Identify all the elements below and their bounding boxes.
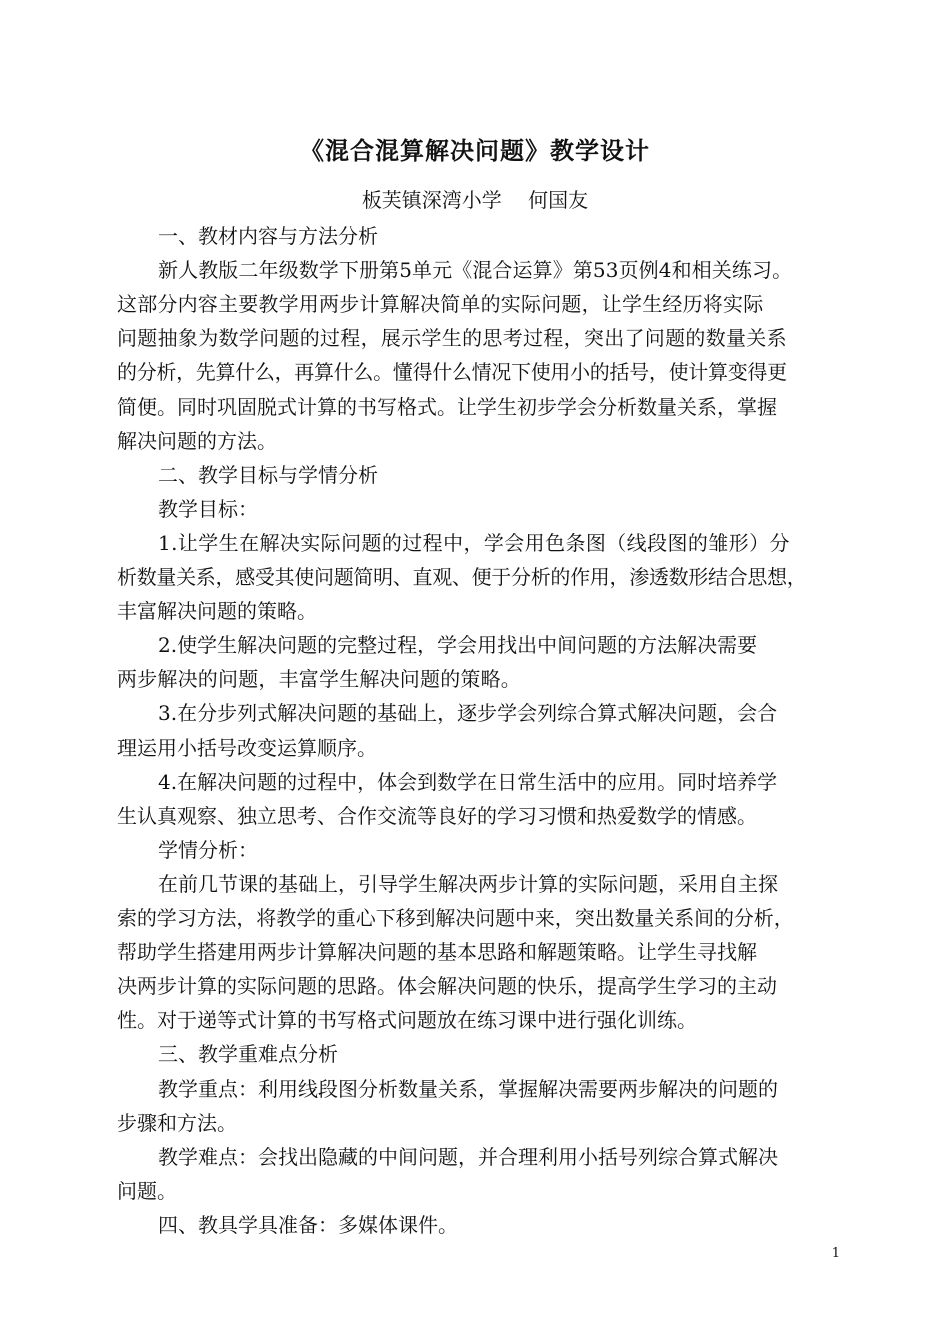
body-line: 析数量关系，感受其使问题简明、直观、便于分析的作用，渗透数形结合思想， — [117, 565, 807, 589]
body-line: 生认真观察、独立思考、合作交流等良好的学习习惯和热爱数学的情感。 — [117, 803, 757, 828]
body-line: 2.使学生解决问题的完整过程，学会用找出中间问题的方法解决需要 — [158, 633, 758, 658]
page-number: 1 — [831, 1246, 840, 1261]
body-line: 4.在解决问题的过程中，体会到数学在日常生活中的应用。同时培养学 — [158, 769, 778, 794]
body-line: 新人教版二年级数学下册第5单元《混合运算》第53页例4和相关练习。 — [158, 258, 793, 283]
body-line: 理运用小括号改变运算顺序。 — [117, 735, 377, 760]
body-line: 索的学习方法，将教学的重心下移到解决问题中来，突出数量关系间的分析， — [117, 906, 794, 930]
body-line: 四、教具学具准备：多媒体课件。 — [158, 1212, 458, 1237]
body-line: 问题。 — [117, 1178, 177, 1203]
document-title: 《混合混算解决问题》教学设计 — [300, 137, 650, 165]
body-line: 丰富解决问题的策略。 — [117, 599, 317, 624]
body-line: 1.让学生在解决实际问题的过程中，学会用色条图（线段图的雏形）分 — [158, 530, 790, 555]
body-line: 这部分内容主要教学用两步计算解决简单的实际问题，让学生经历将实际 — [117, 292, 764, 317]
body-line: 问题抽象为数学问题的过程，展示学生的思考过程，突出了问题的数量关系 — [117, 326, 787, 351]
body-line: 的分析，先算什么，再算什么。懂得什么情况下使用小的括号，使计算变得更 — [117, 360, 787, 385]
body-line: 步骤和方法。 — [117, 1110, 237, 1135]
body-line: 帮助学生搭建用两步计算解决问题的基本思路和解题策略。让学生寻找解 — [117, 940, 757, 965]
body-line: 一、教材内容与方法分析 — [158, 224, 378, 248]
author-line: 板芙镇深湾小学 何国友 — [361, 188, 589, 212]
body-line: 两步解决的问题，丰富学生解决问题的策略。 — [117, 667, 521, 692]
body-line: 性。对于递等式计算的书写格式问题放在练习课中进行强化训练。 — [117, 1008, 697, 1033]
body-line: 教学难点：会找出隐藏的中间问题，并合理利用小括号列综合算式解决 — [158, 1144, 778, 1169]
body-line: 简便。同时巩固脱式计算的书写格式。让学生初步学会分析数量关系，掌握 — [117, 394, 777, 419]
body-line: 3.在分步列式解决问题的基础上，逐步学会列综合算式解决问题，会合 — [158, 701, 778, 726]
body-line: 决两步计算的实际问题的思路。体会解决问题的快乐，提高学生学习的主动 — [117, 974, 777, 999]
body-line: 三、教学重难点分析 — [158, 1042, 338, 1067]
body-line: 解决问题的方法。 — [117, 428, 277, 453]
body-line: 教学目标： — [158, 496, 258, 521]
body-line: 在前几节课的基础上，引导学生解决两步计算的实际问题，采用自主探 — [158, 871, 778, 896]
body-line: 学情分析： — [158, 837, 258, 862]
body-line: 教学重点：利用线段图分析数量关系，掌握解决需要两步解决的问题的 — [158, 1076, 778, 1101]
body-line: 二、教学目标与学情分析 — [158, 462, 378, 487]
